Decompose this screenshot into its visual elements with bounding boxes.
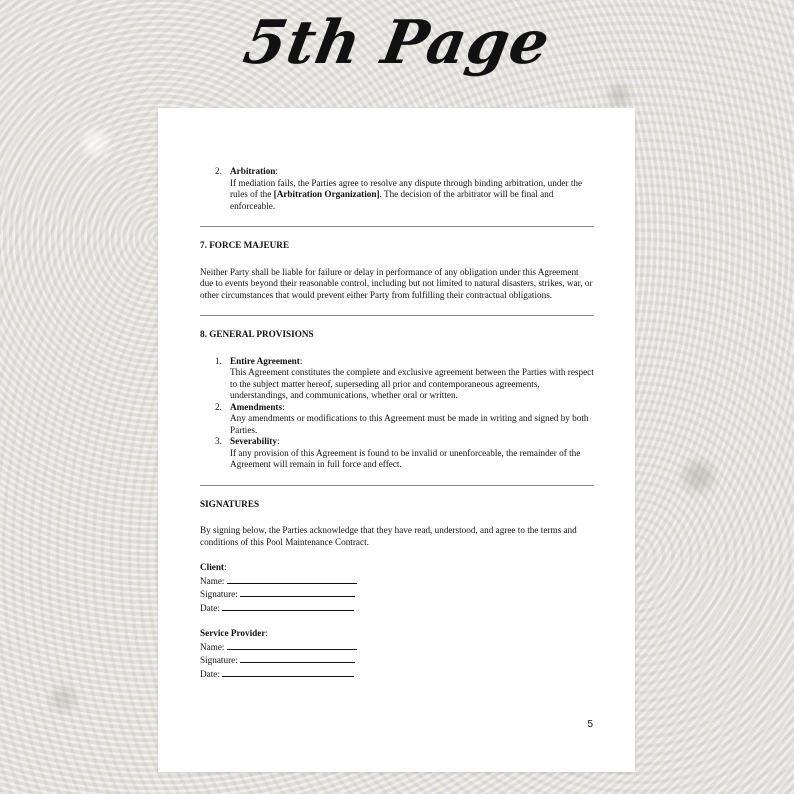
client-label: Client [200, 562, 224, 572]
force-majeure-body: Neither Party shall be liable for failure or delay in performance of any obligation under this Agreement due to events beyond their reasonable control, including but not limited to natural disasters, strikes, war, or other circumstances that would prevent either Party from fulfilling their contractual obligations. [200, 266, 593, 300]
provision-title: Severability [230, 436, 277, 446]
provider-label: Service Provider [200, 628, 266, 638]
arbitration-title: Arbitration [230, 166, 276, 176]
list-number: 2. [215, 166, 222, 176]
list-number: 2. [215, 401, 222, 412]
client-name-line[interactable] [227, 574, 357, 584]
arbitration-placeholder: [Arbitration Organization] [273, 189, 380, 199]
section-divider [200, 485, 594, 486]
client-signature-line[interactable] [240, 587, 355, 597]
signatures-intro: By signing below, the Parties acknowledge that they have read, understood, and agree to the terms and conditions of this Pool Maintenance Contract. [200, 525, 577, 547]
document-content [200, 166, 594, 680]
client-signature-label: Signature: [200, 589, 238, 599]
client-date-label: Date: [200, 602, 220, 613]
general-provisions-list [200, 356, 594, 471]
provider-date-line[interactable] [222, 667, 354, 677]
client-date-line[interactable] [222, 601, 354, 611]
section-heading-force-majeure: 7. FORCE MAJEURE [200, 240, 290, 250]
provision-title: Entire Agreement [230, 355, 300, 366]
provider-signature-block: Service Provider: Name: Signature: Date: [200, 628, 594, 680]
section-divider [200, 226, 594, 227]
section-divider [200, 315, 594, 316]
section-heading-signatures: SIGNATURES [200, 498, 260, 509]
list-item-severability: 3. Severability: If any provision of this Agreement is found to be invalid or unenforceable, the remainder of the Agreement will remain in full force and effect. [215, 436, 581, 469]
list-number: 1. [215, 355, 222, 366]
arbitration-text-b: . The decision of the arbitrator will be final and enforceable. [230, 189, 554, 211]
client-signature-block: Client: Name: Signature: Date: [200, 562, 594, 614]
provider-signature-line[interactable] [240, 653, 355, 663]
list-item-amendments: 2. Amendments: Any amendments or modifications to this Agreement must be made in writing and signed by both Parties. [215, 401, 589, 435]
arbitration-list [200, 166, 594, 212]
provider-name-line[interactable] [227, 640, 357, 650]
section-heading-general-provisions: 8. GENERAL PROVISIONS [200, 329, 314, 339]
page-banner-title: 5th Page [238, 8, 556, 78]
list-item-entire-agreement: 1. Entire Agreement: This Agreement constitutes the complete and exclusive agreement between the Parties with respect to the subject matter hereof, superseding all prior and contemporaneous agreements, understandings, and communications, whether oral or written. [215, 355, 594, 400]
list-number: 3. [215, 436, 222, 446]
document-page [158, 108, 635, 772]
provider-name-label: Name: [200, 641, 225, 652]
list-item-arbitration: 2. Arbitration: If mediation fails, the Parties agree to resolve any dispute through binding arbitration, under the rules of the [Arbitration Organization]. The decision of the arbitrator will be final and enforceable. [215, 166, 583, 211]
provision-text: If any provision of this Agreement is found to be invalid or unenforceable, the remainder of the Agreement will remain in full force and effect. [230, 447, 581, 469]
provision-text: Any amendments or modifications to this Agreement must be made in writing and signed by both Parties. [230, 413, 589, 435]
page-number: 5 [587, 719, 593, 730]
provision-text: This Agreement constitutes the complete and exclusive agreement between the Parties with respect to the subject matter hereof, superseding all prior and contemporaneous agreements, understandings, and communications, whether oral or written. [230, 367, 594, 400]
provider-date-label: Date: [200, 668, 220, 679]
provision-title: Amendments [230, 401, 283, 412]
provider-signature-label: Signature: [200, 655, 238, 665]
arbitration-text-a: If mediation fails, the Parties agree to resolve any dispute through binding arbitration, under the rules of the [230, 177, 583, 199]
client-name-label: Name: [200, 575, 225, 586]
